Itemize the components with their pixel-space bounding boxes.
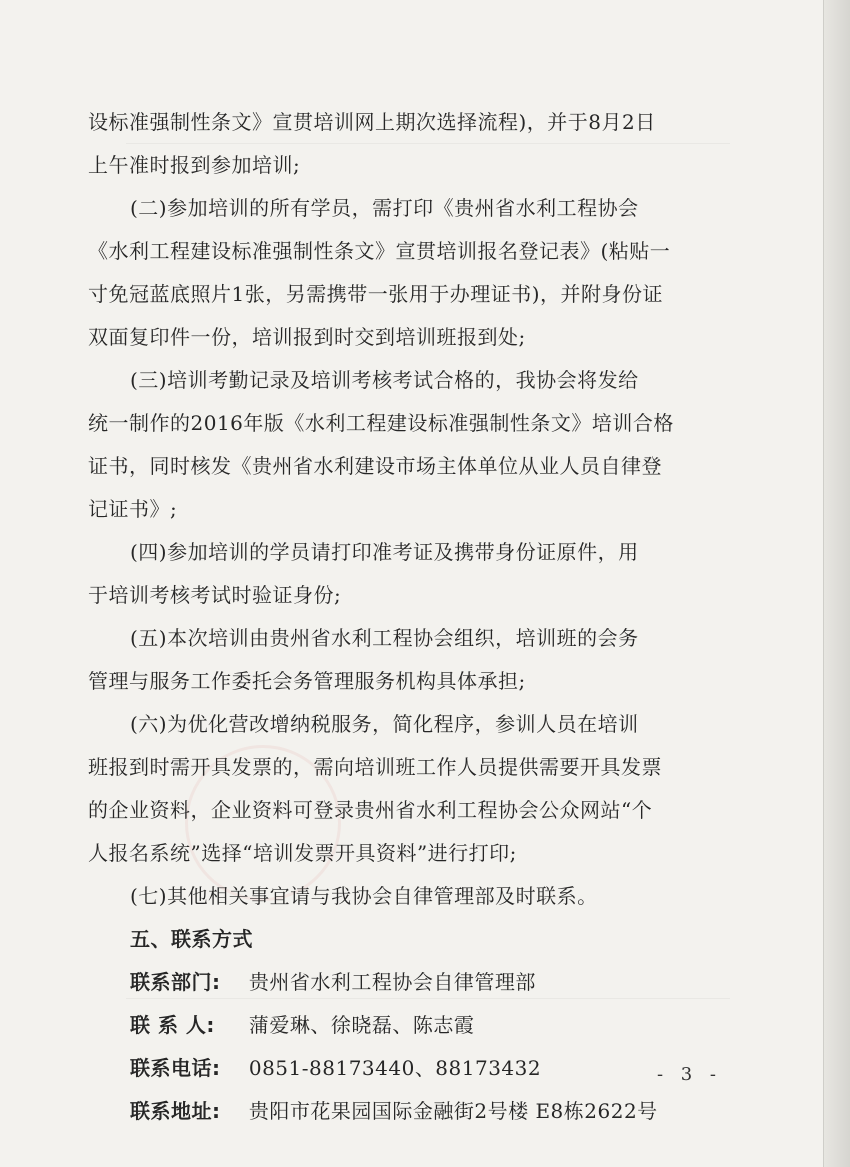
contact-label: 联系地址: (130, 1099, 221, 1123)
contact-department (88, 961, 728, 1004)
contact-value: 贵州省水利工程协会自律管理部 (248, 970, 536, 994)
item-5-line: (五)本次培训由贵州省水利工程协会组织，培训班的会务 (130, 626, 639, 650)
body-line: 人报名系统”选择“培训发票开具资料”进行打印; (88, 841, 517, 865)
section-heading: 五、联系方式 (130, 927, 253, 951)
contact-label: 联系电话: (130, 1056, 221, 1080)
body-line: 证书，同时核发《贵州省水利建设市场主体单位从业人员自律登 (88, 454, 662, 478)
body-line: 记证书》; (88, 497, 178, 521)
body-line: 于培训考核考试时验证身份; (88, 583, 342, 607)
contact-value: 0851-88173440、88173432 (248, 1056, 542, 1080)
contact-label: 联 系 人: (130, 1013, 215, 1037)
body-line: 设标准强制性条文》宣贯培训网上期次选择流程)，并于8月2日 (88, 110, 656, 134)
body-line: 《水利工程建设标准强制性条文》宣贯培训报名登记表》(粘贴一 (88, 239, 671, 263)
body-line: 的企业资料，企业资料可登录贵州省水利工程协会公众网站“个 (88, 798, 653, 822)
body-line: 双面复印件一份，培训报到时交到培训班报到处; (88, 325, 526, 349)
contact-label: 联系部门: (130, 970, 221, 994)
contact-value: 贵阳市花果园国际金融街2号楼 E8栋2622号 (248, 1099, 658, 1123)
item-4-line: (四)参加培训的学员请打印准考证及携带身份证原件，用 (130, 540, 639, 564)
item-3-line: (三)培训考勤记录及培训考核考试合格的，我协会将发给 (130, 368, 639, 392)
document-body (88, 101, 728, 1133)
body-line: 管理与服务工作委托会务管理服务机构具体承担; (88, 669, 526, 693)
body-line: 班报到时需开具发票的，需向培训班工作人员提供需要开具发票 (88, 755, 662, 779)
contact-phone (88, 1047, 728, 1090)
contact-value: 蒲爱琳、徐晓磊、陈志霞 (248, 1013, 475, 1037)
item-6-line: (六)为优化营改增纳税服务，简化程序，参训人员在培训 (130, 712, 639, 736)
page-number: - 3 - (656, 1064, 722, 1085)
item-7-line: (七)其他相关事宜请与我协会自律管理部及时联系。 (130, 884, 598, 908)
scan-right-edge (823, 0, 850, 1167)
contact-person (88, 1004, 728, 1047)
contact-address (88, 1090, 728, 1133)
item-2-line: (二)参加培训的所有学员，需打印《贵州省水利工程协会 (130, 196, 639, 220)
body-line: 上午准时报到参加培训; (88, 153, 301, 177)
body-line: 寸免冠蓝底照片1张，另需携带一张用于办理证书)，并附身份证 (88, 282, 664, 306)
body-line: 统一制作的2016年版《水利工程建设标准强制性条文》培训合格 (88, 411, 674, 435)
